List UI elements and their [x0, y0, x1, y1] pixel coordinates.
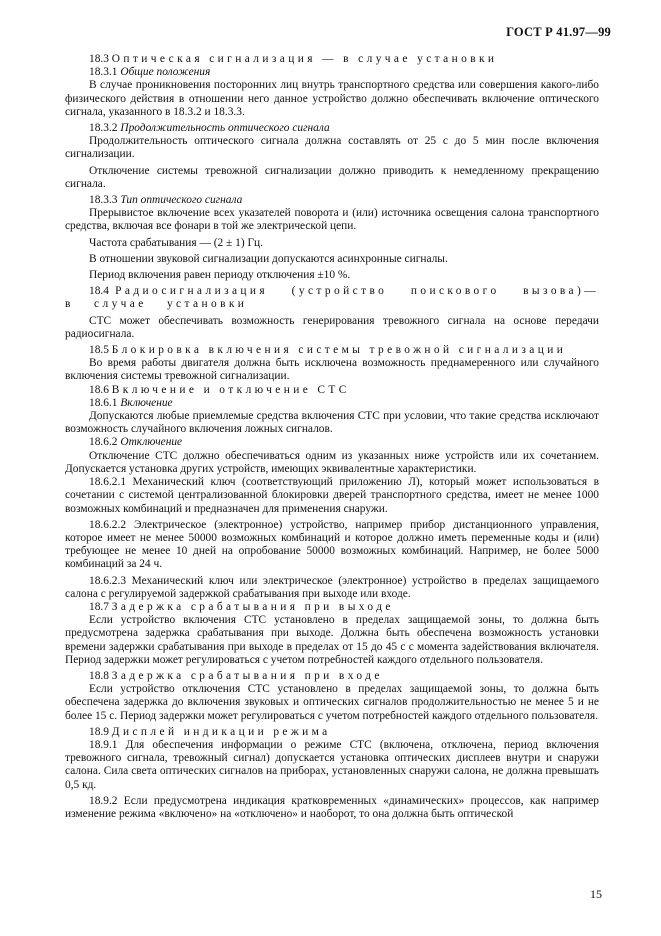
subsection-heading: [65, 397, 599, 410]
section-number: 18.4: [89, 285, 109, 298]
section-number: 18.3: [89, 53, 109, 65]
paragraph: 18.6.2.1 Механический ключ (соответствующий приложению Л), который может использоваться в сочетании с системой централизованной блокировки дверей транспортного средства, имеет не менее 1000 возможных комбинаций и предназначен для применения снаружи.: [65, 476, 599, 515]
paragraph: В отношении звуковой сигнализации допускаются асинхронные сигналы.: [89, 252, 448, 265]
section-number: 18.9: [89, 725, 109, 738]
paragraph: Частота срабатывания — (2 ± 1) Гц.: [89, 236, 264, 249]
subsection-title: Продолжительность оптического сигнала: [120, 122, 330, 135]
subsection-heading: [65, 194, 599, 207]
section-number: 18.8: [89, 669, 109, 682]
paragraph: Отключение системы тревожной сигнализации должно приводить к немедленному прекращению сигнала.: [65, 164, 599, 190]
section-number: 18.7: [89, 600, 109, 613]
section-title: Радиосигнализация (устройство поискового вызова)— в случае установки: [65, 285, 599, 311]
subsection-number: 18.3.3: [89, 194, 118, 207]
paragraph: Во время работы двигателя должна быть исключена возможность преднамеренного или случайного включения системы тревожной сигнализации.: [65, 357, 599, 383]
paragraph: Допускаются любые приемлемые средства включения СТС при условии, что такие средства исключают возможность случайного включения ложных сигналов.: [65, 410, 599, 436]
section-heading: [65, 601, 599, 614]
section-title: Задержка срабатывания при входе: [111, 669, 383, 682]
section-heading: [65, 726, 599, 739]
section-title: Дисплей индикации режима: [111, 725, 331, 738]
section-heading: [65, 384, 599, 397]
section-title: Блокировка включения системы тревожной сигнализации: [111, 344, 567, 357]
section-title: Включение и отключение СТС: [111, 383, 350, 396]
paragraph: 18.6.2.3 Механический ключ или электрическое (электронное) устройство в пределах защищаемого салона с регулируемой задержкой срабатывания при выходе или входе.: [65, 574, 599, 600]
paragraph: СТС может обеспечивать возможность генерирования тревожного сигнала на основе передачи радиосигнала.: [65, 314, 599, 340]
paragraph: 18.9.2 Если предусмотрена индикация кратковременных «динамических» процессов, как например изменение режима «включено» на «отключено» и наоборот, то она должна быть оптической: [65, 794, 599, 820]
paragraph: Период включения равен периоду отключения ±10 %.: [89, 269, 351, 282]
paragraph: Отключение СТС должно обеспечиваться одним из указанных ниже устройств или их сочетанием. Допускается установка других устройств, имеющих эквивалентные характеристики.: [65, 449, 599, 475]
section-heading: [65, 285, 599, 311]
subsection-title: Тип оптического сигнала: [120, 194, 243, 207]
section-heading: [65, 53, 599, 66]
section-heading: [65, 670, 599, 683]
paragraph: Продолжительность оптического сигнала должна составлять от 25 с до 5 мин после включения сигнализации.: [65, 135, 599, 161]
paragraph: В случае проникновения посторонних лиц внутрь транспортного средства или совершения какого-либо физического действия в отношении него данное устройство должно обеспечивать включение оптического сигнала, указанного в 18.3.2 и 18.3.3.: [65, 79, 599, 118]
subsection-title: Отключение: [120, 436, 183, 449]
subsection-heading: [65, 436, 599, 449]
section-heading: [65, 344, 599, 357]
subsection-title: Общие положения: [120, 66, 211, 79]
subsection-heading: [65, 122, 599, 135]
section-title: Оптическая сигнализация — в случае установки: [111, 53, 498, 65]
subsection-heading: [65, 66, 599, 79]
page-number: 15: [590, 887, 602, 901]
subsection-number: 18.3.2: [89, 122, 118, 135]
section-number: 18.5: [89, 344, 109, 357]
section-number: 18.6: [89, 383, 109, 396]
subsection-title: Включение: [120, 396, 173, 409]
subsection-number: 18.3.1: [89, 66, 118, 79]
document-body: [65, 53, 599, 821]
paragraph: Если устройство отключения СТС установлено в пределах защищаемой зоны, то должна быть обеспечена задержка до включения звуковых и оптических сигналов продолжительностью не менее 5 и не более 15 с. Период задержки может регулироваться с учетом потребностей каждого отдельного пользователя.: [65, 683, 599, 722]
subsection-number: 18.6.1: [89, 396, 118, 409]
paragraph: 18.9.1 Для обеспечения информации о режиме СТС (включена, отключена, период включения тревожного сигнала, тревожный сигнал) допускается установка оптических дисплеев внутри и снаружи салона. Сила света оптических сигналов на приборах, установленных снаружи салона, не должна превышать 0,5 кд.: [65, 738, 599, 791]
section-title: Задержка срабатывания при выходе: [111, 600, 394, 613]
paragraph: Если устройство включения СТС установлено в пределах защищаемой зоны, то должна быть предусмотрена задержка срабатывания при выходе. Должна быть обеспечена возможность установки времени задержки срабатывания при выходе в пределах от 15 до 45 с с момента задействования включателя. Период задержки может регулироваться с учетом потребностей каждого отдельного пользователя.: [65, 614, 599, 666]
document-code-header: ГОСТ Р 41.97—99: [506, 25, 611, 39]
paragraph: 18.6.2.2 Электрическое (электронное) устройство, например прибор дистанционного управления, которое имеет не менее 50000 возможных комбинаций и которое должно иметь переменные коды и (или) требующее не менее 10 дней на опробование 50000 возможных комбинаций. Например, не более 5000 комбинаций за 24 ч.: [65, 518, 599, 571]
subsection-number: 18.6.2: [89, 436, 118, 449]
paragraph: Прерывистое включение всех указателей поворота и (или) источника освещения салона транспортного средства, включая все фонари в той же электрической цепи.: [65, 207, 599, 233]
